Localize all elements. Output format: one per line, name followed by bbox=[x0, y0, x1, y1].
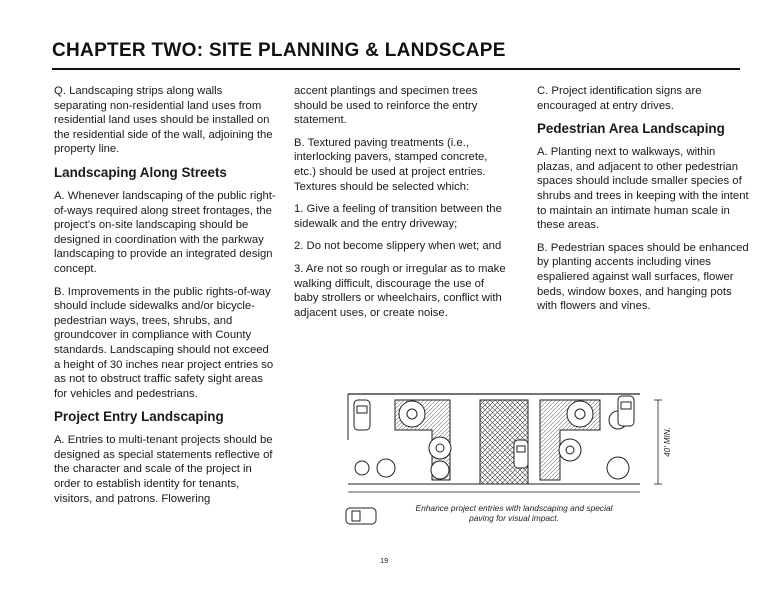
paragraph-ped-a: A. Planting next to walkways, within plazas, and adjacent to other pedestrian spaces should include smaller species of shrubs and trees in keeping with the intent to maintain an intimate human scale in these areas. bbox=[537, 146, 749, 232]
heading-project-entry-landscaping: Project Entry Landscaping bbox=[54, 409, 224, 425]
paragraph-entry-b: B. Textured paving treatments (i.e., interlocking pavers, stamped concrete, etc.) should be used at project entries. Textures should be selected which: bbox=[294, 136, 488, 193]
paragraph-q: Q. Landscaping strips along walls separating non-residential land uses from residential land uses should be installed on the residential side of the wall, adjoining the property line. bbox=[54, 85, 273, 156]
column-right bbox=[537, 84, 752, 322]
paragraph-ped-b: B. Pedestrian spaces should be enhanced by planting accents including vines espaliered against wall surfaces, flower beds, window boxes, and hanging pots with flowers and vines. bbox=[537, 241, 749, 313]
list-item-2: 2. Do not become slippery when wet; and bbox=[294, 240, 502, 253]
heading-pedestrian-area-landscaping: Pedestrian Area Landscaping bbox=[537, 121, 725, 137]
column-left bbox=[54, 84, 276, 514]
dimension-label: 40' MIN. bbox=[663, 427, 672, 457]
paragraph-entry-c: C. Project identification signs are encouraged at entry drives. bbox=[537, 85, 702, 112]
title-divider bbox=[52, 68, 740, 70]
paragraph-entry-a-continued: accent plantings and specimen trees should be used to reinforce the entry statement. bbox=[294, 85, 478, 127]
paragraph-streets-a: A. Whenever landscaping of the public right-of-ways required along street frontages, the project's on-site landscaping should be designed in coordination with the parkway landscaping to provide an integrated design concept. bbox=[54, 189, 276, 275]
list-item-1: 1. Give a feeling of transition between the sidewalk and the entry driveway; bbox=[294, 203, 502, 230]
figure-caption: Enhance project entries with landscaping and special paving for visual impact. bbox=[415, 503, 613, 523]
list-item-3: 3. Are not so rough or irregular as to make walking difficult, discourage the use of baby strollers or wheelchairs, conflict with adjacent uses, or create noise. bbox=[294, 262, 506, 319]
paragraph-streets-b: B. Improvements in the public rights-of-way should include sidewalks and/or bicycle-pedestrian ways, trees, shrubs, and groundcover in compliance with County standards. Landscaping should not exceed a height of 30 inches near project entries so as not to obstruct traffic safety sight areas for vehicles and pedestrians. bbox=[54, 285, 274, 400]
page-title: CHAPTER TWO: SITE PLANNING & LANDSCAPE bbox=[52, 40, 506, 61]
column-middle bbox=[294, 84, 509, 328]
page-number: 19 bbox=[380, 556, 389, 565]
paragraph-entry-a: A. Entries to multi-tenant projects should be designed as special statements reflective of the character and scale of the project in order to establish identity for tenants, visitors, and patrons. Flowering bbox=[54, 434, 273, 505]
heading-landscaping-along-streets: Landscaping Along Streets bbox=[54, 164, 227, 180]
